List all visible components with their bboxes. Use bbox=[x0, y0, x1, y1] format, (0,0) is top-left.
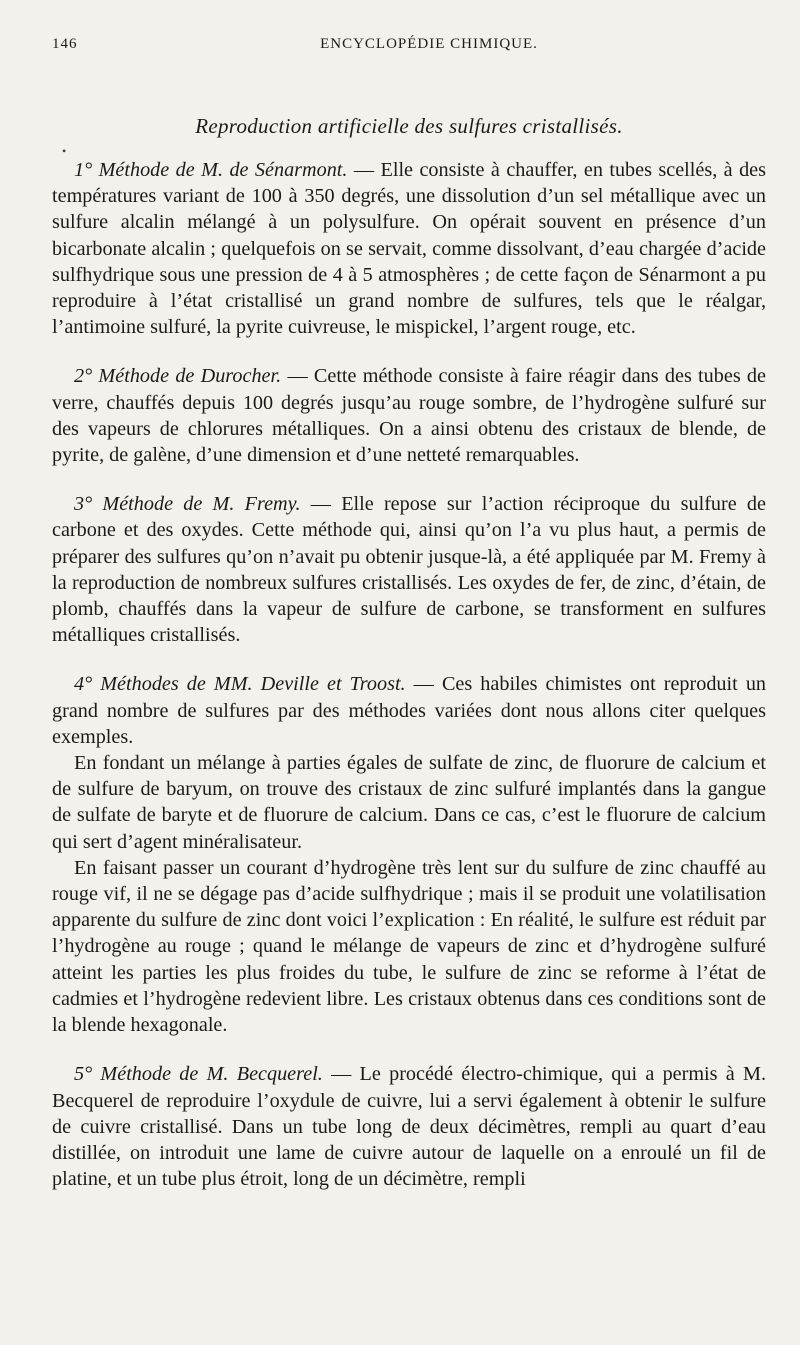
paragraph-text-deville-troost: — Ces habiles chimistes ont reproduit un grand nombre de sulfures par des méthodes variées dont nous allons citer quelques exemples. bbox=[52, 673, 767, 748]
paragraph-becquerel bbox=[52, 1061, 766, 1192]
paragraph-senarmont bbox=[52, 157, 766, 340]
paragraph-text-hydrogen-zinc: En faisant passer un courant d’hydrogène très lent sur du sulfure de zinc chauffé au rouge vif, il ne se dégage pas d’acide sulfhydrique ; mais il se produit une volatilisation apparente du sulfure de zinc dont voici l’explication : En réalité, le sulfure est réduit par l’hydrogène au rouge ; quand le mélange de vapeurs de zinc et d’hydrogène sulfuré atteint les parties les plus froides du tube, le sulfure de zinc se reforme à l’état de cadmies et l’hydrogène redevient libre. Les cristaux obtenus dans ces conditions sont de la blende hexagonale. bbox=[52, 856, 766, 1037]
method-heading-deville-troost: 4° Méthodes de MM. Deville et Troost. bbox=[74, 673, 406, 696]
paragraph-text-durocher: — Cette méthode consiste à faire réagir dans des tubes de verre, chauffés depuis 100 degrés jusqu’au rouge sombre, de l’hydrogène sulfuré sur des vapeurs de chlorures métalliques. On a ainsi obtenu des cristaux de blende, de pyrite, de galène, d’une dimension et d’une netteté remarquables. bbox=[52, 365, 766, 467]
running-title: ENCYCLOPÉDIE CHIMIQUE. bbox=[320, 36, 538, 52]
method-heading-durocher: 2° Méthode de Durocher. bbox=[74, 365, 282, 388]
paragraph-hydrogen-zinc bbox=[52, 855, 766, 1038]
running-header bbox=[52, 28, 766, 60]
paragraph-text-becquerel: — Le procédé électro-chimique, qui a permis à M. Becquerel de reproduire l’oxydule de cuivre, lui a servi également à obtenir le sulfure de cuivre cristallisé. Dans un tube long de deux décimètres, rempli au quart d’eau distillée, on introduit une lame de cuivre autour de laquelle on a enroulé un fil de platine, et un tube plus étroit, long de un décimètre, rempli bbox=[52, 1063, 766, 1191]
paragraph-fremy bbox=[52, 491, 766, 648]
method-heading-senarmont: 1° Méthode de M. de Sénarmont. bbox=[74, 159, 348, 181]
paragraph-text-zinc-fluoride: En fondant un mélange à parties égales de sulfate de zinc, de fluorure de calcium et de sulfure de baryum, on trouve des cristaux de zinc sulfuré implantés dans la gangue de sulfate de baryte et de fluorure de calcium. Dans ce cas, c’est le fluorure de calcium qui sert d’agent minéralisateur. bbox=[52, 752, 766, 853]
paragraph-durocher bbox=[52, 363, 766, 468]
printer-mark: • bbox=[62, 144, 67, 158]
paragraph-text-senarmont: — Elle consiste à chauffer, en tubes scellés, à des températures variant de 100 à 350 degrés, une dissolution d’un sel métallique avec un sulfure alcalin mélangé à un polysulfure. On opérait souvent en présence d’un bicarbonate alcalin ; quelquefois on se servait, comme dissolvant, d’eau chargée d’acide sulfhydrique sous une pression de 4 à 5 atmosphères ; de cette façon de Sénarmont a pu reproduire à l’état cristallisé un grand nombre de sulfures, tels que le réalgar, l’antimoine sulfuré, la pyrite cuivreuse, le mispickel, l’argent rouge, etc. bbox=[52, 159, 766, 339]
section-title: Reproduction artificielle des sulfures cristallisés. bbox=[195, 114, 623, 138]
method-heading-becquerel: 5° Méthode de M. Becquerel. bbox=[74, 1063, 323, 1086]
paragraph-deville-troost bbox=[52, 671, 766, 750]
method-heading-fremy: 3° Méthode de M. Fremy. bbox=[74, 493, 301, 516]
paragraph-zinc-fluoride bbox=[52, 750, 766, 855]
paragraph-text-fremy: — Elle repose sur l’action réciproque du sulfure de carbone et des oxydes. Cette méthode qui, ainsi qu’on l’a vu plus haut, a permis de préparer des sulfures qu’on n’avait pu obtenir jusque-là, a été appliquée par M. Fremy à la reproduction de nombreux sulfures cristallisés. Les oxydes de fer, de zinc, d’étain, de plomb, chauffés dans la vapeur de sulfure de carbone, se transforment en sulfures métalliques cristallisés. bbox=[52, 493, 766, 647]
page-number: 146 bbox=[52, 36, 78, 52]
